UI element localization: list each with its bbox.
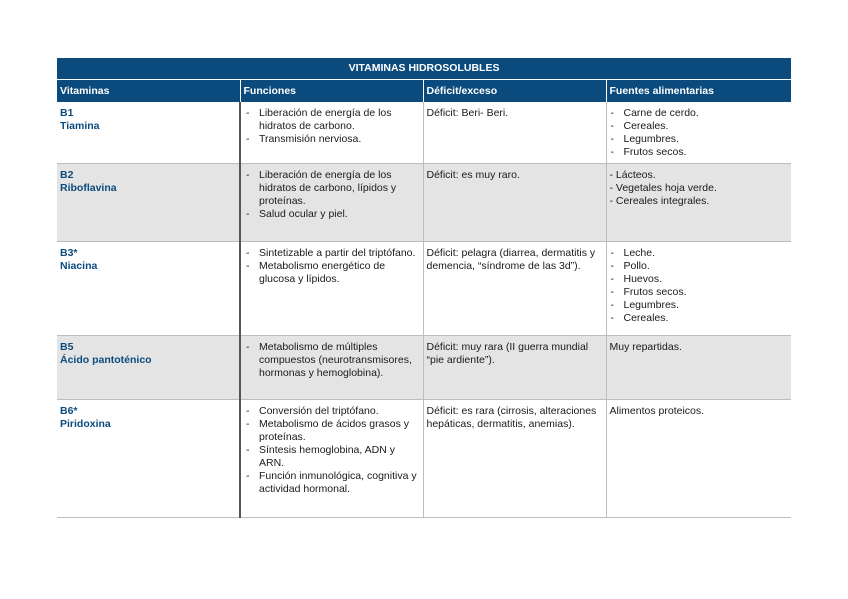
table-title: VITAMINAS HIDROSOLUBLES: [57, 58, 791, 80]
vitamin-cell: [57, 242, 240, 336]
list-item: - Transmisión nerviosa.: [245, 133, 420, 146]
list-item: - Síntesis hemoglobina, ADN y ARN.: [245, 444, 420, 470]
deficit-cell: Déficit: pelagra (diarrea, dermatitis y demencia, “síndrome de las 3d”).: [423, 242, 606, 336]
vitamin-code: B3*: [60, 247, 78, 259]
table-row: [57, 400, 791, 518]
deficit-cell: Déficit: es muy raro.: [423, 164, 606, 242]
list-item: - Liberación de energía de los hidratos de carbono, lípidos y proteínas.: [245, 169, 420, 208]
list-item: - Cereales.: [610, 312, 789, 325]
vitamin-cell: [57, 164, 240, 242]
functions-cell: [240, 336, 423, 400]
list-item: - Leche.: [610, 247, 789, 260]
sources-cell: Muy repartidas.: [606, 336, 791, 400]
table-title-row: [57, 58, 791, 80]
vitamin-code: B6*: [60, 405, 78, 417]
vitamin-code: B5: [60, 341, 74, 353]
functions-cell: [240, 102, 423, 164]
list-item: - Liberación de energía de los hidratos de carbono.: [245, 107, 420, 133]
vitamin-cell: [57, 102, 240, 164]
table-row: [57, 164, 791, 242]
functions-cell: [240, 164, 423, 242]
table-header-row: [57, 80, 791, 103]
header-deficit: Déficit/exceso: [423, 80, 606, 103]
list-item: - Frutos secos.: [610, 146, 789, 159]
table-row: [57, 102, 791, 164]
table-row: [57, 242, 791, 336]
list-item: - Metabolismo de múltiples compuestos (neurotransmisores, hormonas y hemoglobina).: [245, 341, 420, 380]
deficit-cell: Déficit: es rara (cirrosis, alteraciones hepáticas, dermatitis, anemias).: [423, 400, 606, 518]
header-funciones: Funciones: [240, 80, 423, 103]
functions-cell: [240, 242, 423, 336]
functions-cell: [240, 400, 423, 518]
vitamin-cell: [57, 336, 240, 400]
list-item: - Lácteos.: [609, 169, 656, 181]
vitamin-name: Riboflavina: [60, 182, 117, 194]
vitamin-name: Piridoxina: [60, 418, 111, 430]
sources-cell: [606, 102, 791, 164]
list-item: - Frutos secos.: [610, 286, 789, 299]
list-item: - Conversión del triptófano.: [245, 405, 420, 418]
vitamin-name: Ácido pantoténico: [60, 354, 152, 366]
sources-cell: [606, 164, 791, 242]
list-item: - Función inmunológica, cognitiva y actividad hormonal.: [245, 470, 420, 496]
list-item: - Cereales.: [610, 120, 789, 133]
table-row: [57, 336, 791, 400]
list-item: - Huevos.: [610, 273, 789, 286]
vitamins-table: [57, 58, 791, 518]
header-fuentes: Fuentes alimentarias: [606, 80, 791, 103]
list-item: - Vegetales hoja verde.: [609, 182, 717, 194]
list-item: - Metabolismo energético de glucosa y lípidos.: [245, 260, 420, 286]
sources-cell: Alimentos proteicos.: [606, 400, 791, 518]
header-vitaminas: Vitaminas: [57, 80, 240, 103]
list-item: - Legumbres.: [610, 299, 789, 312]
vitamin-code: B2: [60, 169, 74, 181]
list-item: - Cereales integrales.: [609, 195, 710, 207]
deficit-cell: Déficit: muy rara (II guerra mundial “pie ardiente”).: [423, 336, 606, 400]
list-item: - Salud ocular y piel.: [245, 208, 420, 221]
vitamin-cell: [57, 400, 240, 518]
deficit-cell: Déficit: Beri- Beri.: [423, 102, 606, 164]
vitamin-name: Niacina: [60, 260, 98, 272]
list-item: - Metabolismo de ácidos grasos y proteínas.: [245, 418, 420, 444]
list-item: - Carne de cerdo.: [610, 107, 789, 120]
list-item: - Sintetizable a partir del triptófano.: [245, 247, 420, 260]
list-item: - Legumbres.: [610, 133, 789, 146]
list-item: - Pollo.: [610, 260, 789, 273]
sources-cell: [606, 242, 791, 336]
vitamin-name: Tiamina: [60, 120, 100, 132]
vitamin-code: B1: [60, 107, 74, 119]
